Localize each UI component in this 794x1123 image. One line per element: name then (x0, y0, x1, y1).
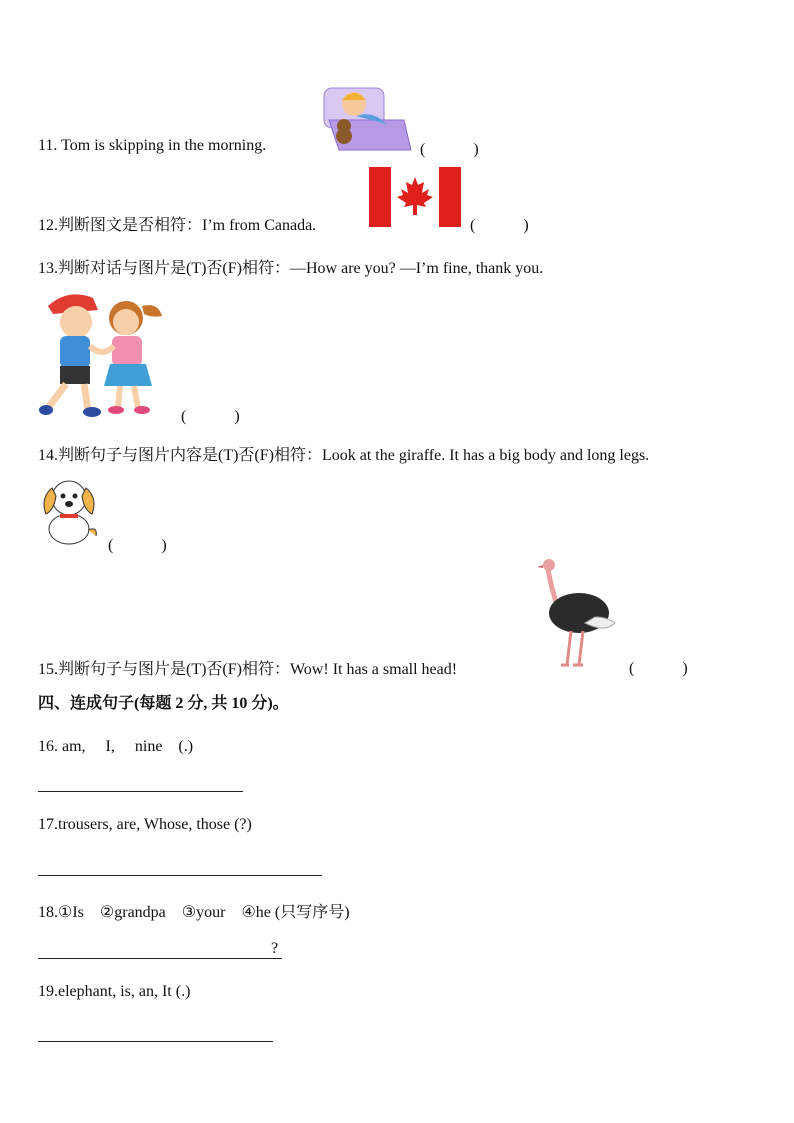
question-17-answer-line[interactable] (38, 875, 322, 876)
question-11-answer-blank[interactable]: ( ) (420, 141, 479, 158)
question-14-answer-blank[interactable]: ( ) (108, 537, 167, 554)
question-19-text: 19.elephant, is, an, It (.) (38, 983, 191, 1000)
question-15-answer-blank[interactable]: ( ) (629, 660, 688, 677)
children-greeting-image (38, 288, 173, 418)
question-18-answer-line[interactable] (38, 958, 282, 959)
canada-flag-image (369, 167, 461, 227)
sleeping-child-image (314, 80, 414, 155)
question-13-text: 13.判断对话与图片是(T)否(F)相符：—How are you? —I’m fine, thank you. (38, 260, 544, 277)
question-11-text: 11. Tom is skipping in the morning. (38, 137, 267, 154)
question-14-text: 14.判断句子与图片内容是(T)否(F)相符：Look at the giraffe. It has a big body and long legs. (38, 447, 650, 464)
question-17-text: 17.trousers, are, Whose, those (?) (38, 816, 252, 833)
question-12-text: 12.判断图文是否相符：I’m from Canada. (38, 217, 317, 234)
question-18-end-mark: ? (271, 940, 279, 957)
ostrich-image (535, 557, 619, 669)
question-15-text: 15.判断句子与图片是(T)否(F)相符：Wow! It has a small head! (38, 661, 458, 678)
question-13-answer-blank[interactable]: ( ) (181, 408, 240, 425)
question-12-answer-blank[interactable]: ( ) (470, 217, 529, 234)
question-18-text: 18.①Is ②grandpa ③your ④he (只写序号) (38, 904, 350, 921)
question-16-text: 16. am, I, nine (.) (38, 738, 194, 755)
question-19-answer-line[interactable] (38, 1041, 273, 1042)
section-4-heading: 四、连成句子(每题 2 分, 共 10 分)。 (38, 695, 289, 712)
question-16-answer-line[interactable] (38, 791, 243, 792)
dog-image (38, 474, 100, 546)
